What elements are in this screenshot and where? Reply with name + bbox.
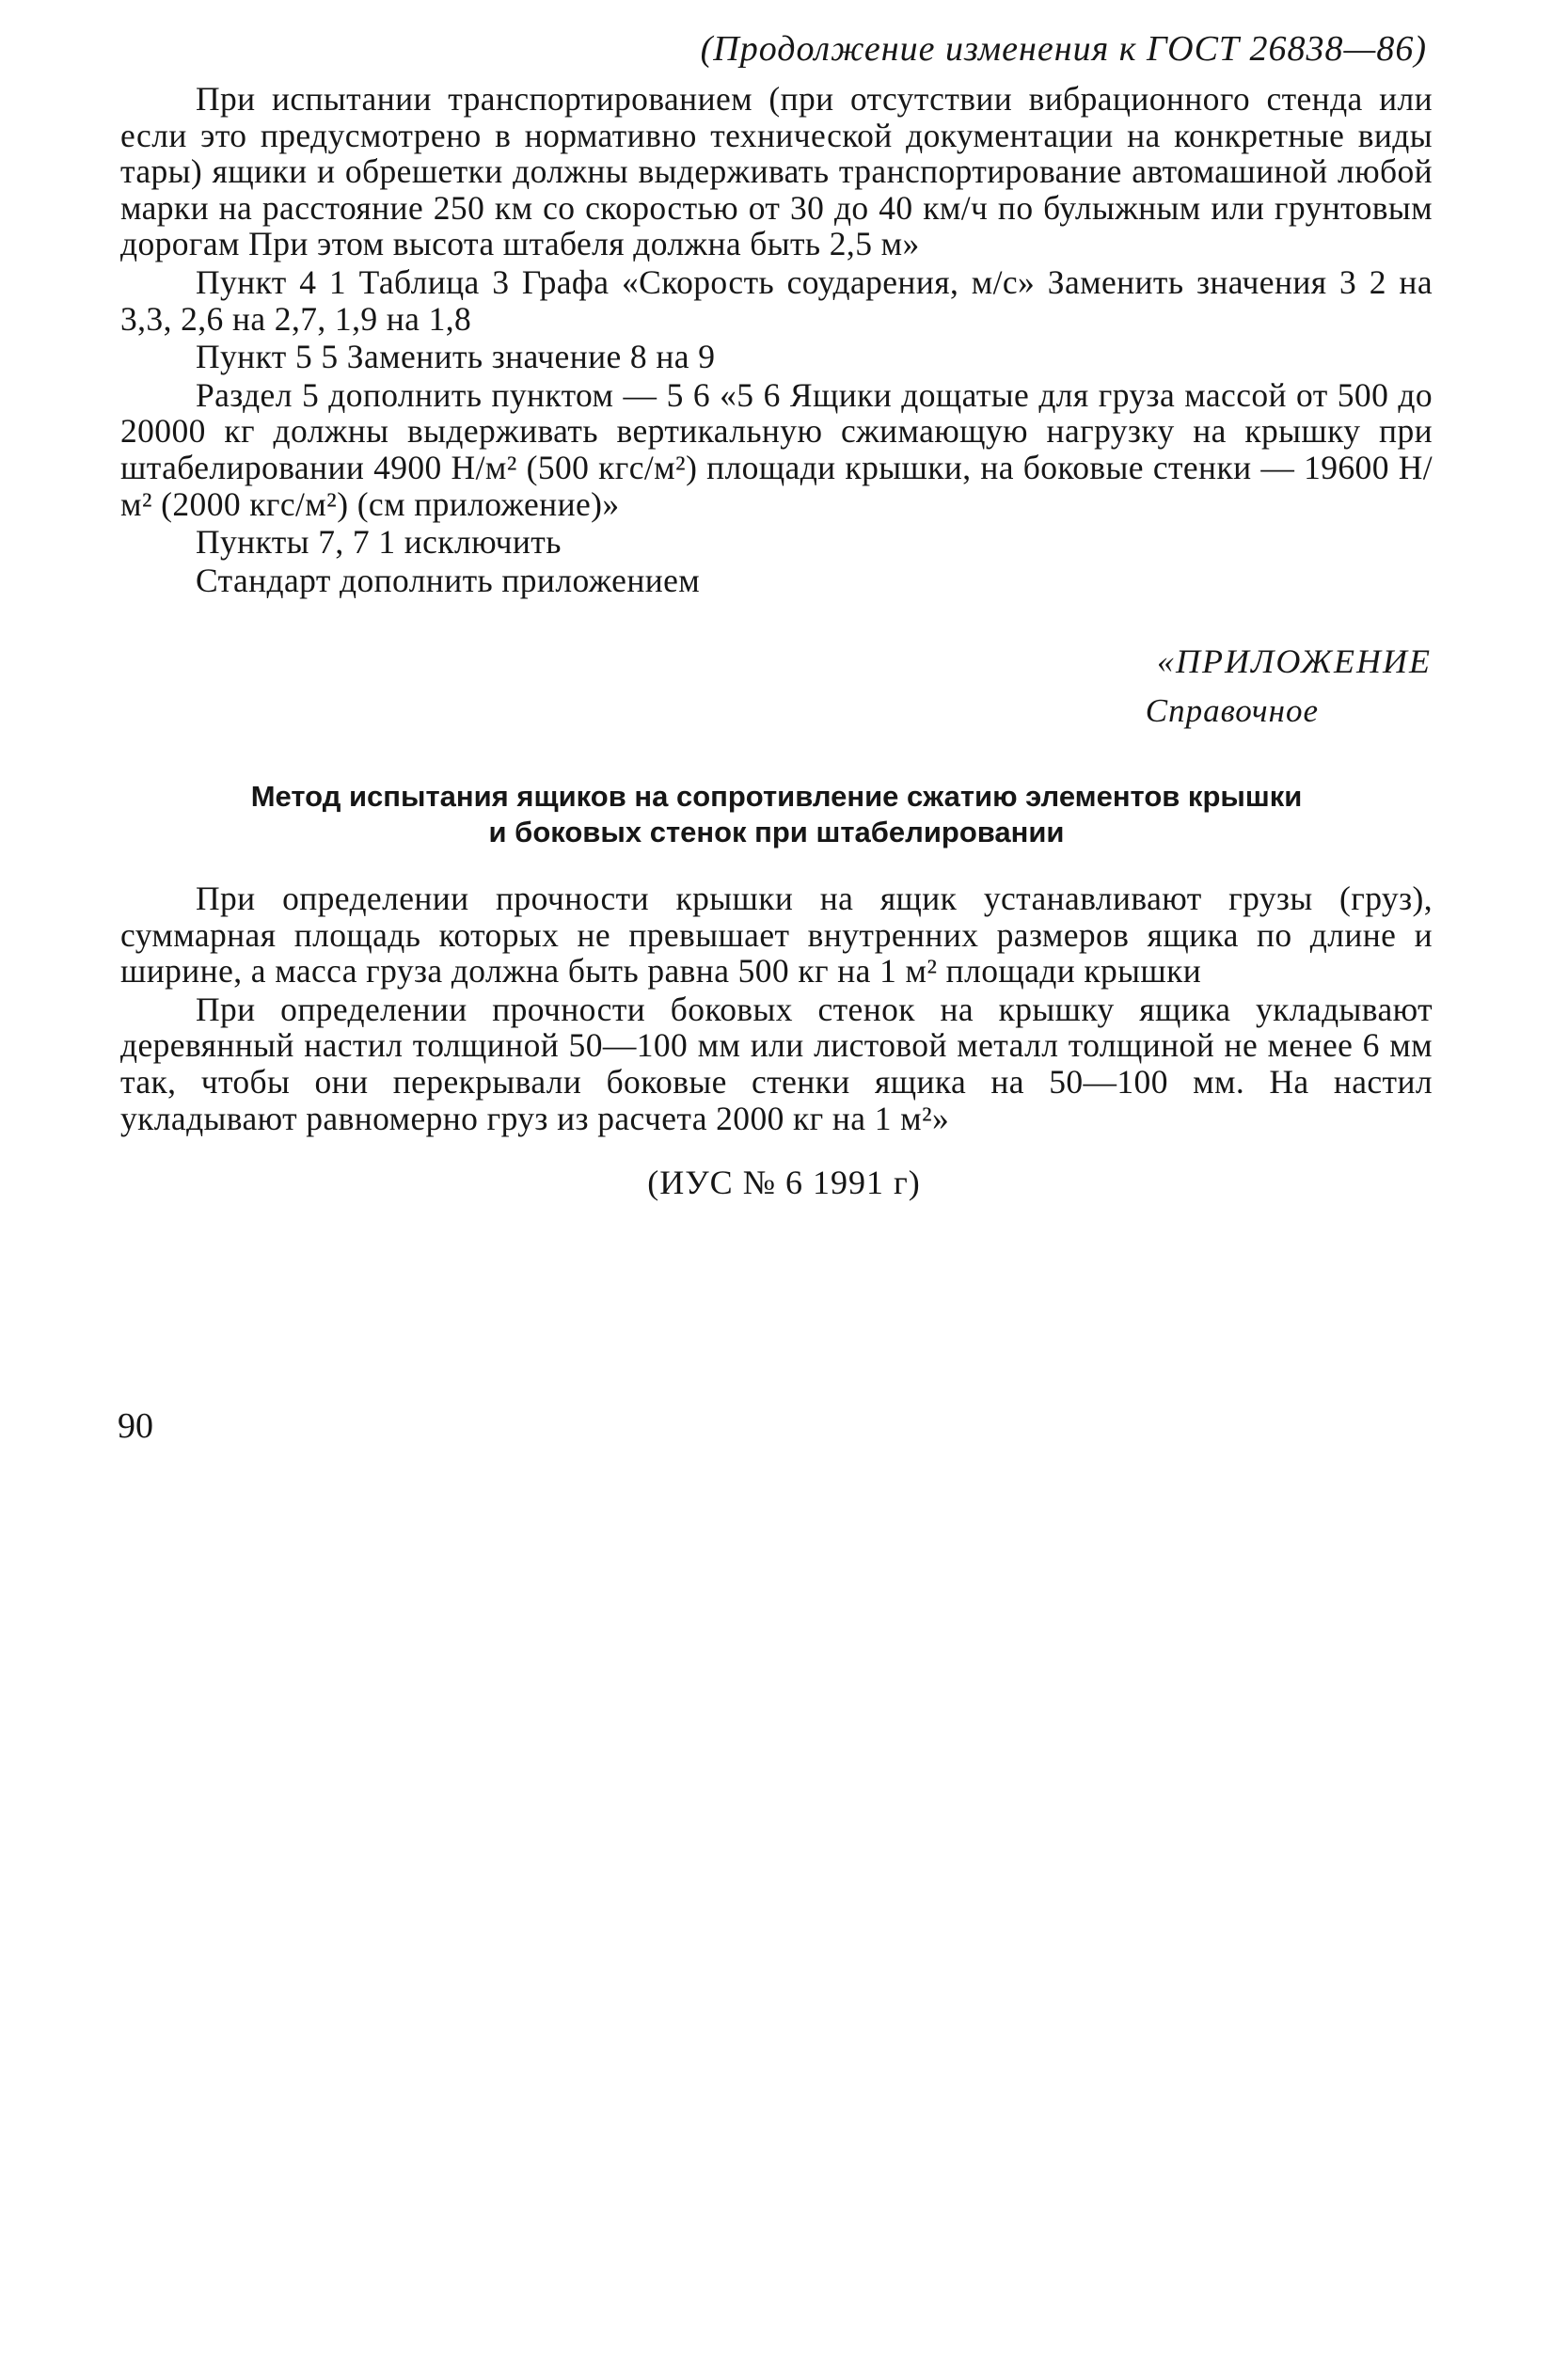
amendments-block	[120, 81, 1433, 598]
amendment-paragraph: Пункт 5 5 Заменить значение 8 на 9	[196, 338, 716, 376]
page-number: 90	[118, 1406, 153, 1446]
appendix-title-line: и боковых стенок при штабелировании	[488, 816, 1065, 848]
amendment-paragraph: Стандарт дополнить приложением	[196, 561, 701, 599]
amendment-paragraph: При испытании транспортированием (при отсутствии вибрационного стенда или если это предусмотрено в нормативно технической документации на конкретные виды тары) ящики и обрешетки должны выдерживать транспортирование автомашиной любой марки на расстояние 250 км со скоростью от 30 до 40 км/ч по булыжным или грунтовым дорогам При этом высота штабеля должна быть 2,5 м»	[120, 80, 1433, 263]
amendment-paragraph: Раздел 5 дополнить пунктом — 5 6 «5 6 Ящики дощатые для груза массой от 500 до 20000 кг должны выдерживать вертикальную сжимающую нагрузку на крышку при штабелировании 4900 Н/м² (500 кгс/м²) площади крышки, на боковые стенки — 19600 Н/м² (2000 кгс/м²) (см приложение)»	[120, 375, 1433, 523]
appendix-label: «ПРИЛОЖЕНИЕ	[1157, 642, 1432, 680]
continuation-header: (Продолжение изменения к ГОСТ 26838—86)	[700, 29, 1427, 69]
amendment-paragraph: Пункт 4 1 Таблица 3 Графа «Скорость соударения, м/с» Заменить значения 3 2 на 3,3, 2,6 на 2,7, 1,9 на 1,8	[120, 262, 1433, 338]
appendix-paragraph: При определении прочности крышки на ящик устанавливают грузы (груз), суммарная площадь которых не превышает внутренних размеров ящика по длине и ширине, а масса груза должна быть равна 500 кг на 1 м² площади крышки	[120, 880, 1433, 991]
amendment-paragraph: Пункты 7, 7 1 исключить	[196, 523, 562, 562]
source-reference: (ИУС № 6 1991 г)	[647, 1164, 921, 1201]
appendix-status: Справочное	[1145, 692, 1319, 729]
appendix-title-line: Метод испытания ящиков на сопротивление сжатию элементов крышки	[250, 780, 1303, 813]
appendix-body	[120, 880, 1433, 1136]
appendix-paragraph: При определении прочности боковых стенок на крышку ящика укладывают деревянный настил толщиной 50—100 мм или листовой металл толщиной не менее 6 мм так, чтобы они перекрывали боковые стенки ящика на 50—100 мм. На настил укладывают равномерно груз из расчета 2000 кг на 1 м²»	[120, 990, 1433, 1137]
appendix-title	[120, 779, 1433, 850]
